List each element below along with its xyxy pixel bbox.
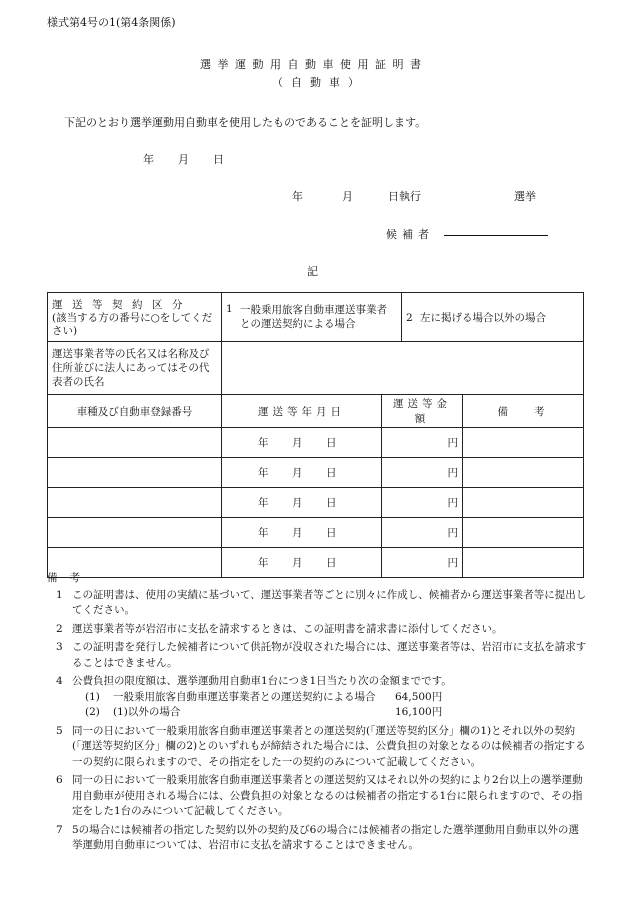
document-title: 選挙運動用自動車使用証明書 xyxy=(200,58,428,71)
contract-type-note: (該当する方の番号に○をしてください) xyxy=(52,311,213,337)
row-month-label: 月 xyxy=(292,497,303,509)
operator-name-label: 運送事業者等の氏名又は名称及び住所並びに法人にあってはその代表者の氏名 xyxy=(48,342,222,395)
limit-amount: 16,100円 xyxy=(395,706,443,718)
amount-cell[interactable] xyxy=(382,518,463,548)
note-number: 5 xyxy=(56,724,63,737)
notes-section xyxy=(47,571,587,857)
date-cell[interactable] xyxy=(222,488,382,518)
row-year-label: 年 xyxy=(258,437,269,449)
limit-text: (1)以外の場合 xyxy=(113,706,181,718)
row-yen-label: 円 xyxy=(447,497,459,509)
ki-label: 記 xyxy=(307,265,318,278)
option-1-number: 1 xyxy=(226,303,233,315)
notes-heading: 備考 xyxy=(47,572,92,584)
date-cell[interactable] xyxy=(222,518,382,548)
table-row xyxy=(48,458,584,488)
note-number: 4 xyxy=(56,675,63,687)
note-item xyxy=(47,773,587,820)
operator-name-field[interactable] xyxy=(222,342,584,395)
limit-amount: 64,500円 xyxy=(395,690,443,703)
row-day-label: 日 xyxy=(326,437,337,449)
candidate-label: 候補者 xyxy=(386,228,434,241)
row-year-label: 年 xyxy=(258,557,269,569)
note-number: 7 xyxy=(56,823,63,836)
note-text: 5の場合には候補者の指定した契約以外の契約及び6の場合には候補者の指定した選挙運動用自動車以外の選挙運動用自動車については、岩沼市に支払を請求することはできません。 xyxy=(72,823,579,851)
document-subtitle: （自動車） xyxy=(272,76,367,89)
election-year-label: 年 xyxy=(292,190,303,203)
amount-cell[interactable] xyxy=(382,458,463,488)
candidate-signature-line[interactable] xyxy=(444,235,548,236)
vehicle-cell[interactable] xyxy=(48,458,222,488)
election-month-label: 月 xyxy=(342,190,353,203)
contract-option-2[interactable] xyxy=(402,293,584,342)
contract-option-1[interactable] xyxy=(222,293,402,342)
note-item xyxy=(47,823,587,854)
row-year-label: 年 xyxy=(258,527,269,539)
vehicle-cell[interactable] xyxy=(48,428,222,458)
election-day-held-label: 日執行 xyxy=(388,190,421,203)
remarks-cell[interactable] xyxy=(463,518,584,548)
table-row xyxy=(48,518,584,548)
note-item xyxy=(47,640,587,671)
note-text: 運送事業者等が岩沼市に支払を請求するときは、この証明書を請求書に添付してください。 xyxy=(72,622,503,635)
note-text: 同一の日において一般乗用旅客自動車運送事業者との運送契約(「運送等契約区分」欄の1)とそれ以外の契約(「運送等契約区分」欄の2)とのいずれもが締結された場合には、公費負担の対象となるのは候補者の指定する一の契約に限られますので、その指定をした一の契約のみについて記載してください。 xyxy=(72,724,586,768)
row-yen-label: 円 xyxy=(447,437,459,449)
note-text: この証明書は、使用の実績に基づいて、運送事業者等ごとに別々に作成し、候補者から運送事業者等に提出してください。 xyxy=(72,588,587,616)
row-month-label: 月 xyxy=(292,557,303,569)
limit-number: (1) xyxy=(85,690,100,703)
option-2-number: 2 xyxy=(406,311,413,324)
header-amount: 運送等金額 xyxy=(382,395,463,428)
date-year-label: 年 xyxy=(143,153,154,166)
note-number: 1 xyxy=(56,588,63,601)
note-number: 6 xyxy=(56,774,63,786)
remarks-cell[interactable] xyxy=(463,488,584,518)
limit-row xyxy=(85,705,587,721)
header-remarks: 備考 xyxy=(463,395,584,428)
date-cell[interactable] xyxy=(222,428,382,458)
note-number: 3 xyxy=(56,641,63,653)
table-row xyxy=(48,488,584,518)
row-month-label: 月 xyxy=(292,467,303,479)
limit-row xyxy=(85,690,587,706)
note-number: 2 xyxy=(56,622,63,635)
row-day-label: 日 xyxy=(326,557,337,569)
intro-text: 下記のとおり選挙運動用自動車を使用したものであることを証明します。 xyxy=(64,116,427,129)
row-year-label: 年 xyxy=(258,497,269,509)
row-yen-label: 円 xyxy=(447,467,459,479)
vehicle-cell[interactable] xyxy=(48,518,222,548)
date-month-label: 月 xyxy=(178,153,189,166)
table-row xyxy=(48,428,584,458)
row-yen-label: 円 xyxy=(447,527,459,539)
row-yen-label: 円 xyxy=(447,557,459,569)
option-2-text: 左に掲げる場合以外の場合 xyxy=(420,311,547,324)
contract-type-label: 運送等契約区分 xyxy=(52,298,192,311)
header-vehicle: 車種及び自動車登録番号 xyxy=(48,395,222,428)
limit-text: 一般乗用旅客自動車運送事業者との運送契約による場合 xyxy=(113,690,376,703)
amount-cell[interactable] xyxy=(382,488,463,518)
vehicle-cell[interactable] xyxy=(48,488,222,518)
note-text: この証明書を発行した候補者について供託物が没収された場合には、運送事業者等は、岩沼市に支払を請求することはできません。 xyxy=(72,641,587,669)
row-day-label: 日 xyxy=(326,497,337,509)
amount-cell[interactable] xyxy=(382,428,463,458)
note-item xyxy=(47,622,587,638)
note-text: 公費負担の限度額は、選挙運動用自動車1台につき1日当たり次の金額までです。 xyxy=(72,675,452,687)
form-number: 様式第4号の1(第4条関係) xyxy=(47,16,176,29)
date-day-label: 日 xyxy=(213,153,224,166)
note-item xyxy=(47,724,587,771)
date-cell[interactable] xyxy=(222,458,382,488)
contract-type-cell xyxy=(48,293,222,342)
header-date: 運送等年月日 xyxy=(222,395,382,428)
note-item xyxy=(47,588,587,619)
election-label: 選挙 xyxy=(514,190,536,203)
limit-number: (2) xyxy=(85,706,100,718)
option-1-text: 一般乗用旅客自動車運送事業者との運送契約による場合 xyxy=(240,304,387,330)
row-day-label: 日 xyxy=(326,527,337,539)
note-item xyxy=(47,674,587,690)
row-day-label: 日 xyxy=(326,467,337,479)
row-year-label: 年 xyxy=(258,467,269,479)
note-text: 同一の日において一般乗用旅客自動車運送事業者との運送契約又はそれ以外の契約により2台以上の選挙運動用自動車が使用される場合には、公費負担の対象となるのは候補者の指定する1台に限られますので、その指定をした1台のみについて記載してください。 xyxy=(72,774,583,817)
remarks-cell[interactable] xyxy=(463,458,584,488)
usage-table xyxy=(47,292,584,578)
row-month-label: 月 xyxy=(292,527,303,539)
remarks-cell[interactable] xyxy=(463,428,584,458)
row-month-label: 月 xyxy=(292,437,303,449)
